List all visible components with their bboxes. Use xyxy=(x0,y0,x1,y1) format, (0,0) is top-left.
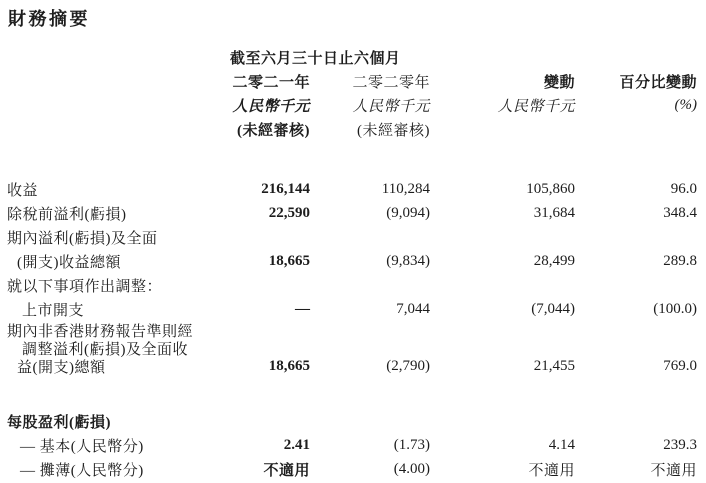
value-pct-change: 769.0 xyxy=(663,357,697,374)
value-change: (7,044) xyxy=(531,300,575,317)
row-label: — 攤薄(人民幣分) xyxy=(20,462,144,479)
value-2020: (9,834) xyxy=(386,252,430,269)
table-row-revenue xyxy=(7,177,697,201)
table-row-profit-before-tax xyxy=(7,201,697,225)
column-header-2021: 二零二一年 xyxy=(232,74,310,91)
audit-note-2020: (未經審核) xyxy=(357,122,430,139)
value-2020: (9,094) xyxy=(386,204,430,221)
value-change: 105,860 xyxy=(526,180,575,197)
table-row-listing-expenses xyxy=(7,297,697,321)
table-row-total-comprehensive-line2 xyxy=(7,249,697,273)
table-row-non-hkfrs-line2 xyxy=(7,339,697,357)
page-title: 財務摘要 xyxy=(8,9,90,29)
value-2020: (2,790) xyxy=(386,357,430,374)
row-label: 收益 xyxy=(7,182,39,199)
unit-change: 人民幣千元 xyxy=(497,98,575,115)
audit-note-2021: (未經審核) xyxy=(237,122,310,139)
value-change: 28,499 xyxy=(533,252,575,269)
table-row-eps-diluted xyxy=(7,457,697,481)
value-pct-change: 239.3 xyxy=(663,436,697,453)
header-body-gap xyxy=(7,141,697,177)
row-label: — 基本(人民幣分) xyxy=(20,438,144,455)
table-header-year-row xyxy=(7,69,697,93)
period-header: 截至六月三十日止六個月 xyxy=(230,50,401,67)
table-row-non-hkfrs-line3 xyxy=(7,357,697,375)
row-label: 上市開支 xyxy=(22,302,85,319)
value-change: 31,684 xyxy=(533,204,575,221)
row-label: 期內非香港財務報告準則經 xyxy=(7,323,194,340)
table-row-adjustments-heading xyxy=(7,273,697,297)
table-row-total-comprehensive-line1 xyxy=(7,225,697,249)
value-2020: (4.00) xyxy=(393,460,430,477)
table-row-eps-heading xyxy=(7,409,697,433)
row-label: 每股盈利(虧損) xyxy=(7,414,111,431)
unit-2020: 人民幣千元 xyxy=(352,98,430,115)
financial-summary-table xyxy=(7,45,697,481)
row-label: 除稅前溢利(虧損) xyxy=(7,206,127,223)
value-change: 4.14 xyxy=(548,436,575,453)
value-2020: 110,284 xyxy=(381,180,430,197)
row-label: 期內溢利(虧損)及全面 xyxy=(7,230,158,247)
value-2021: 2.41 xyxy=(283,436,310,453)
value-2021: 18,665 xyxy=(268,252,310,269)
value-2021: — xyxy=(295,300,310,317)
section-gap xyxy=(7,375,697,409)
row-label: 就以下事項作出調整： xyxy=(7,278,163,295)
value-2020: (1.73) xyxy=(393,436,430,453)
column-header-change: 變動 xyxy=(543,74,575,91)
value-pct-change: 不適用 xyxy=(650,462,697,479)
value-pct-change: 348.4 xyxy=(663,204,697,221)
value-2021: 不適用 xyxy=(263,462,310,479)
value-pct-change: (100.0) xyxy=(653,300,697,317)
table-row-non-hkfrs-line1 xyxy=(7,321,697,339)
table-header-period-row xyxy=(7,45,697,69)
unit-pct-change: (%) xyxy=(674,96,697,113)
unit-2021: 人民幣千元 xyxy=(232,98,310,115)
value-2020: 7,044 xyxy=(396,300,430,317)
row-label: (開支)收益總額 xyxy=(17,254,121,271)
row-label: 調整溢利(虧損)及全面收 xyxy=(22,341,188,358)
table-row-eps-basic xyxy=(7,433,697,457)
value-change: 不適用 xyxy=(528,462,575,479)
value-2021: 216,144 xyxy=(261,180,310,197)
value-2021: 18,665 xyxy=(268,357,310,374)
column-header-pct-change: 百分比變動 xyxy=(619,74,697,91)
row-label: 益(開支)總額 xyxy=(17,359,106,376)
value-pct-change: 289.8 xyxy=(663,252,697,269)
value-change: 21,455 xyxy=(533,357,575,374)
column-header-2020: 二零二零年 xyxy=(352,74,430,91)
table-header-unit-row xyxy=(7,93,697,117)
table-header-audit-row xyxy=(7,117,697,141)
value-2021: 22,590 xyxy=(268,204,310,221)
value-pct-change: 96.0 xyxy=(670,180,697,197)
